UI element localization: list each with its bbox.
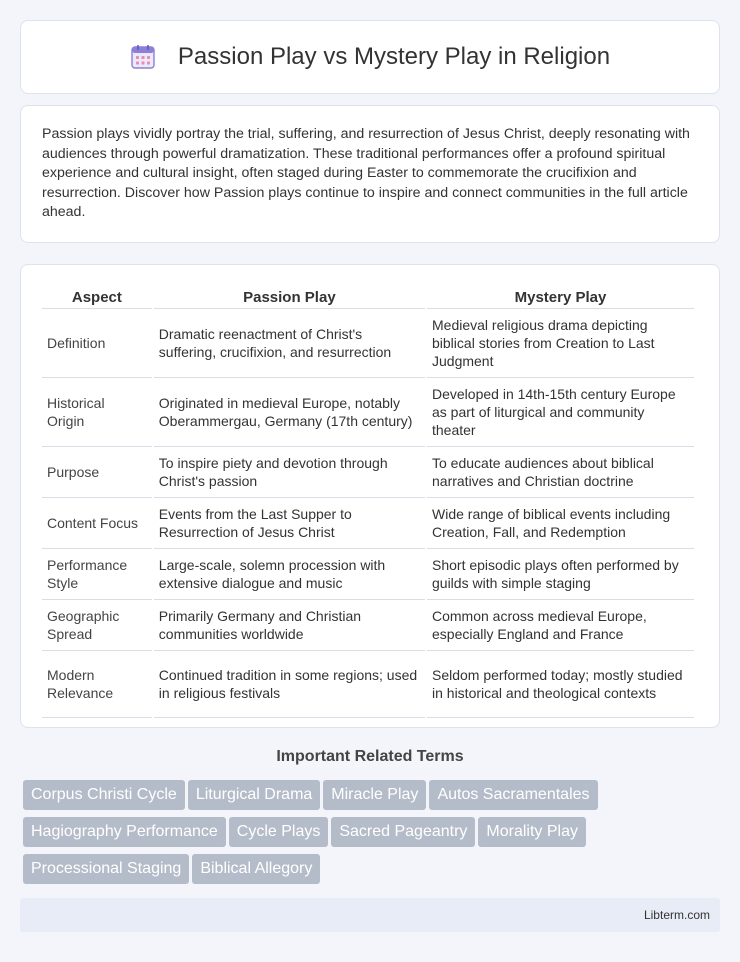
tag-hagiography-performance[interactable]: Hagiography Performance [23, 817, 226, 847]
page-title: Passion Play vs Mystery Play in Religion [177, 43, 611, 70]
aspect-cell: Historical Origin [42, 378, 152, 447]
passion-cell: To inspire piety and devotion through Christ's passion [154, 447, 425, 498]
passion-cell: Dramatic reenactment of Christ's suffering, crucifixion, and resurrection [154, 309, 425, 378]
table-row [42, 498, 694, 549]
related-terms-tags [23, 780, 723, 891]
header-mystery-play: Mystery Play [427, 285, 694, 309]
comparison-table [40, 285, 696, 718]
passion-cell: Continued tradition in some regions; used in religious festivals [154, 651, 425, 718]
passion-cell: Primarily Germany and Christian communities worldwide [154, 600, 425, 651]
tag-cycle-plays[interactable]: Cycle Plays [229, 817, 329, 847]
header-card [20, 20, 720, 94]
mystery-cell: Medieval religious drama depicting biblical stories from Creation to Last Judgment [427, 309, 694, 378]
footer-site-link[interactable]: Libterm.com [643, 908, 710, 922]
mystery-cell: Seldom performed today; mostly studied in historical and theological contexts [427, 651, 694, 718]
aspect-cell: Performance Style [42, 549, 152, 600]
aspect-cell: Modern Relevance [42, 651, 152, 718]
table-row [42, 309, 694, 378]
table-row [42, 651, 694, 718]
passion-cell: Large-scale, solemn procession with extensive dialogue and music [154, 549, 425, 600]
passion-cell: Originated in medieval Europe, notably Oberammergau, Germany (17th century) [154, 378, 425, 447]
table-row [42, 600, 694, 651]
calendar-icon [130, 44, 156, 70]
aspect-cell: Content Focus [42, 498, 152, 549]
mystery-cell: Developed in 14th-15th century Europe as part of liturgical and community theater [427, 378, 694, 447]
comparison-table-card [20, 264, 720, 728]
table-row [42, 549, 694, 600]
intro-paragraph: Passion plays vividly portray the trial, suffering, and resurrection of Jesus Christ, deeply resonating with audiences through powerful dramatization. These traditional performances offer a profound spiritual experience and cultural insight, often staged during Easter to commemorate the crucifixion and resurrection. Discover how Passion plays continue to inspire and connect communities in the full article ahead. [42, 126, 690, 221]
header-aspect: Aspect [42, 285, 152, 309]
title-wrap [130, 43, 610, 71]
tag-corpus-christi-cycle[interactable]: Corpus Christi Cycle [23, 780, 185, 810]
tag-sacred-pageantry[interactable]: Sacred Pageantry [331, 817, 475, 847]
intro-card [20, 105, 720, 243]
mystery-cell: Short episodic plays often performed by guilds with simple staging [427, 549, 694, 600]
mystery-cell: Common across medieval Europe, especially England and France [427, 600, 694, 651]
related-terms-title: Important Related Terms [276, 748, 464, 765]
table-row [42, 447, 694, 498]
mystery-cell: To educate audiences about biblical narratives and Christian doctrine [427, 447, 694, 498]
tag-biblical-allegory[interactable]: Biblical Allegory [192, 854, 320, 884]
tag-processional-staging[interactable]: Processional Staging [23, 854, 189, 884]
table-row [42, 378, 694, 447]
tag-liturgical-drama[interactable]: Liturgical Drama [188, 780, 320, 810]
table-header-row [42, 285, 694, 309]
aspect-cell: Definition [42, 309, 152, 378]
aspect-cell: Geographic Spread [42, 600, 152, 651]
mystery-cell: Wide range of biblical events including Creation, Fall, and Redemption [427, 498, 694, 549]
tag-miracle-play[interactable]: Miracle Play [323, 780, 426, 810]
header-passion-play: Passion Play [154, 285, 425, 309]
footer [20, 898, 720, 932]
tag-morality-play[interactable]: Morality Play [478, 817, 586, 847]
passion-cell: Events from the Last Supper to Resurrection of Jesus Christ [154, 498, 425, 549]
aspect-cell: Purpose [42, 447, 152, 498]
tag-autos-sacramentales[interactable]: Autos Sacramentales [429, 780, 597, 810]
